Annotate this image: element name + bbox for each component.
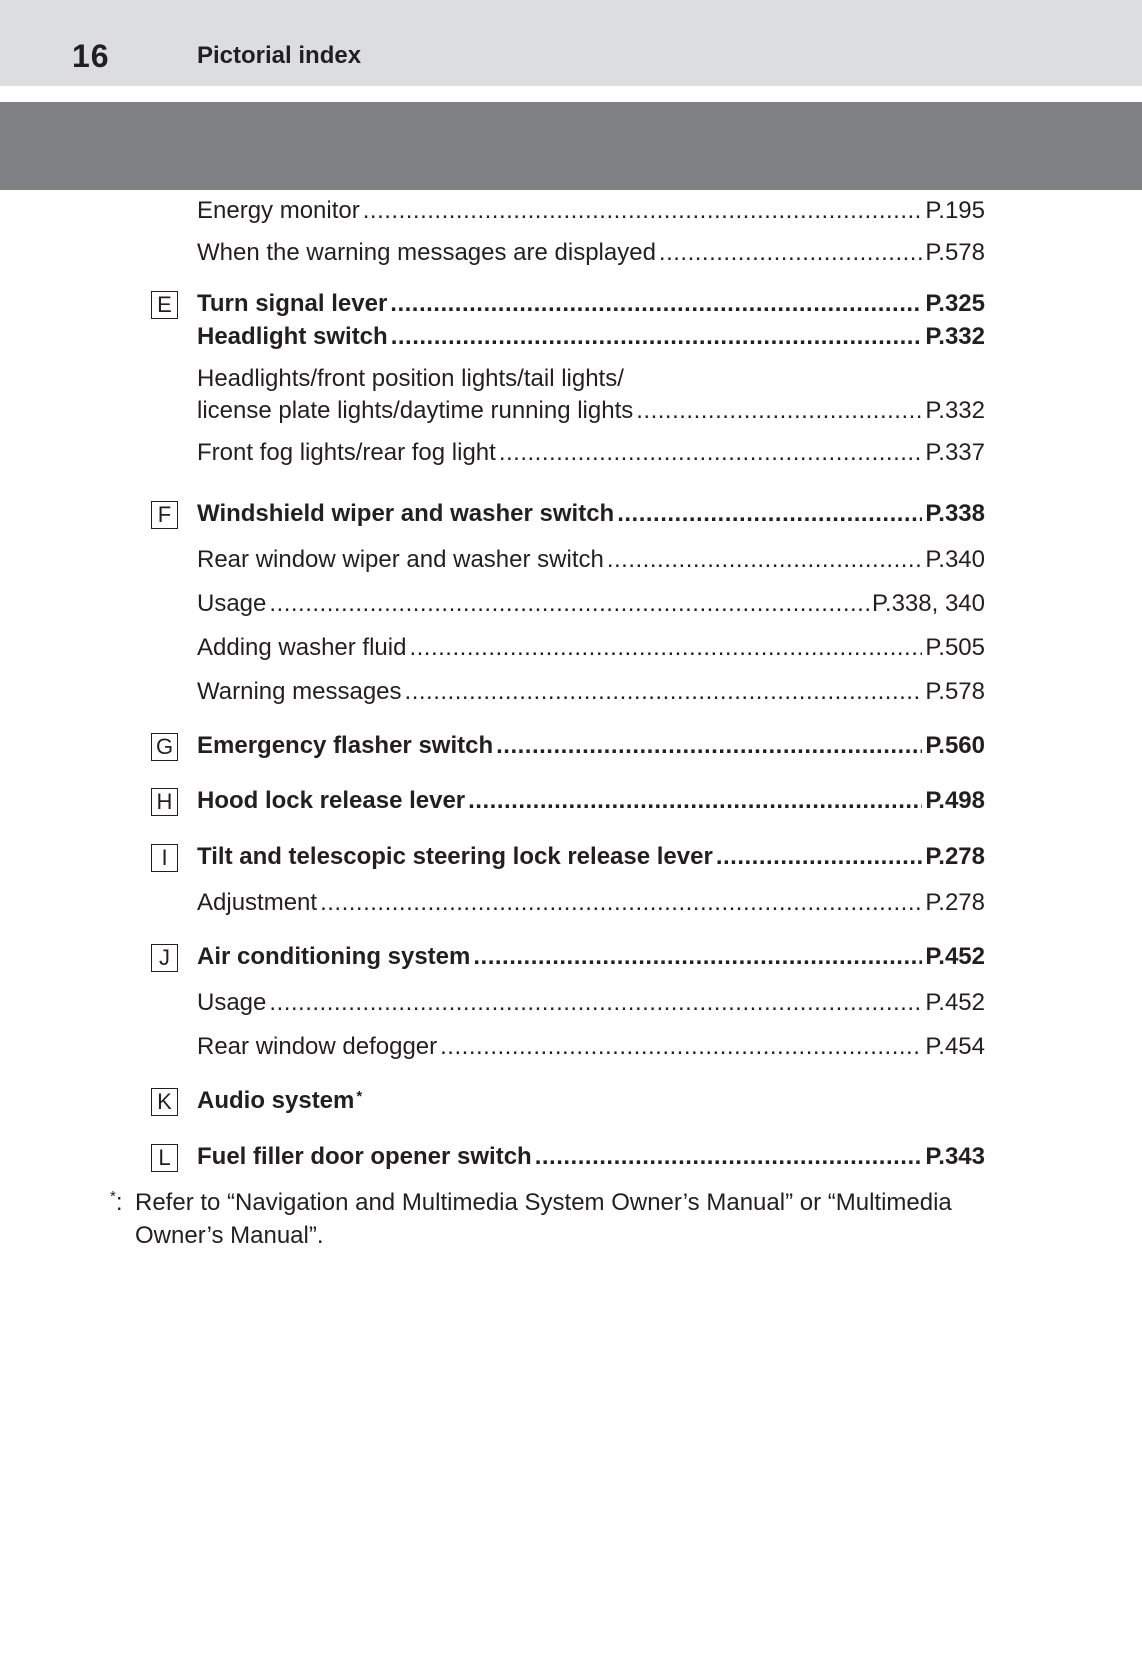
entry-page-ref[interactable]: P.337 (925, 439, 985, 466)
page-header (0, 0, 1142, 86)
index-letter-j: J (151, 944, 178, 972)
dot-leader (390, 289, 922, 319)
footnote-text: Refer to “Navigation and Multimedia System Owner’s Manual” or “Multimedia Owner’s Manual”. (135, 1189, 952, 1249)
index-entry-rear-defogger (197, 1032, 985, 1062)
index-letter-f: F (151, 501, 178, 529)
index-letter-k: K (151, 1088, 178, 1116)
entry-label: Adding washer fluid (197, 634, 407, 661)
index-entry-audio-system (197, 1086, 362, 1116)
entry-page-ref[interactable]: P.332 (925, 323, 985, 350)
dot-leader (269, 589, 869, 619)
index-entry-fog-lights (197, 438, 985, 468)
entry-page-ref[interactable]: P.278 (925, 843, 985, 870)
dot-leader (716, 842, 923, 872)
dot-leader (363, 196, 923, 226)
dot-leader (659, 238, 922, 268)
entry-page-ref[interactable]: P.578 (925, 678, 985, 705)
index-letter-e: E (151, 291, 178, 319)
dot-leader (391, 322, 923, 352)
footnote-separator: : (115, 1189, 123, 1216)
dot-leader (499, 438, 923, 468)
dot-leader (405, 677, 923, 707)
footnote-asterisk: * (110, 1188, 116, 1205)
entry-page-ref[interactable]: P.343 (925, 1143, 985, 1170)
dot-leader (607, 545, 923, 575)
index-entry-headlight-switch (197, 322, 985, 352)
index-entry-warning-messages-displayed (197, 238, 985, 268)
entry-label: Air conditioning system (197, 943, 471, 970)
dot-leader (473, 942, 922, 972)
index-entry-energy-monitor (197, 196, 985, 226)
entry-label: Warning messages (197, 678, 402, 705)
index-entry-usage-ac (197, 988, 985, 1018)
index-entry-washer-fluid (197, 633, 985, 663)
entry-label: Front fog lights/rear fog light (197, 439, 496, 466)
entry-label: license plate lights/daytime running lights (197, 397, 634, 424)
dot-leader (440, 1032, 922, 1062)
index-entry-tilt-telescopic (197, 842, 985, 872)
dot-leader (320, 888, 922, 918)
dot-leader (496, 731, 922, 761)
entry-label: Fuel filler door opener switch (197, 1143, 532, 1170)
entry-label: Tilt and telescopic steering lock release lever (197, 843, 713, 870)
entry-page-ref[interactable]: P.498 (925, 787, 985, 814)
entry-label: Windshield wiper and washer switch (197, 500, 615, 527)
index-entry-windshield-wiper (197, 499, 985, 529)
index-entry-emergency-flasher (197, 731, 985, 761)
entry-label: Rear window wiper and washer switch (197, 546, 604, 573)
entry-label-line1: Headlights/front position lights/tail lights/ (197, 365, 624, 392)
index-letter-i: I (151, 844, 178, 872)
entry-page-ref[interactable]: P.452 (925, 943, 985, 970)
entry-label: Rear window defogger (197, 1033, 438, 1060)
dot-leader (409, 633, 922, 663)
index-entry-warning-messages (197, 677, 985, 707)
section-title: Pictorial index (197, 42, 362, 69)
index-entry-fuel-filler (197, 1142, 985, 1172)
entry-page-ref[interactable]: P.452 (925, 989, 985, 1016)
header-band (0, 102, 1142, 190)
entry-page-ref[interactable]: P.560 (925, 732, 985, 759)
entry-label: Usage (197, 989, 267, 1016)
index-entry-rear-wiper (197, 545, 985, 575)
footnote-asterisk: * (356, 1088, 363, 1105)
entry-label: When the warning messages are displayed (197, 239, 656, 266)
index-entry-headlights-lights (197, 396, 985, 426)
entry-label: Adjustment (197, 889, 318, 916)
dot-leader (636, 396, 922, 426)
entry-page-ref[interactable]: P.578 (925, 239, 985, 266)
entry-label: Turn signal lever (197, 290, 388, 317)
entry-page-ref[interactable]: P.505 (925, 634, 985, 661)
dot-leader (535, 1142, 923, 1172)
entry-label: Emergency flasher switch (197, 732, 494, 759)
footnote-mark (110, 1186, 123, 1219)
index-entry-adjustment (197, 888, 985, 918)
index-letter-h: H (151, 788, 178, 816)
index-entry-hood-lock (197, 786, 985, 816)
index-letter-g: G (151, 733, 178, 761)
entry-page-ref[interactable]: P.338, 340 (871, 590, 985, 617)
entry-page-ref[interactable]: P.195 (925, 197, 985, 224)
entry-page-ref[interactable]: P.332 (925, 397, 985, 424)
dot-leader (617, 499, 922, 529)
entry-label: Hood lock release lever (197, 787, 466, 814)
index-letter-l: L (151, 1144, 178, 1172)
entry-label: Headlight switch (197, 323, 388, 350)
index-entry-usage-wiper (197, 589, 985, 619)
entry-label: Energy monitor (197, 197, 360, 224)
entry-page-ref[interactable]: P.278 (925, 889, 985, 916)
entry-page-ref[interactable]: P.338 (925, 500, 985, 527)
entry-page-ref[interactable]: P.454 (925, 1033, 985, 1060)
index-entry-air-conditioning (197, 942, 985, 972)
index-entry-turn-signal-lever (197, 289, 985, 319)
page-number: 16 (72, 38, 110, 74)
dot-leader (269, 988, 922, 1018)
entry-label: Usage (197, 590, 267, 617)
entry-page-ref[interactable]: P.340 (925, 546, 985, 573)
dot-leader (468, 786, 922, 816)
entry-page-ref[interactable]: P.325 (925, 290, 985, 317)
entry-label: Audio system (197, 1087, 355, 1114)
